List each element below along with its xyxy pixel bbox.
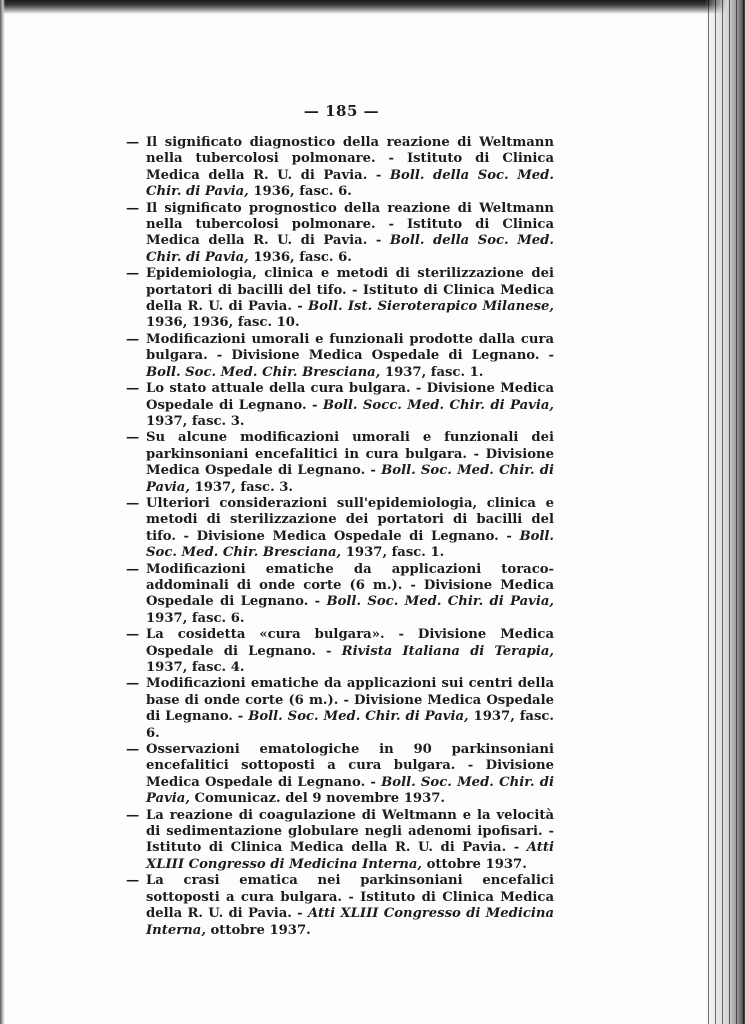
entry-text [146,676,554,742]
entry-text [146,627,554,676]
entry-journal: Boll. Soc. Med. Chir. Bresciana, [146,364,381,380]
entry-journal: Boll. Ist. Sieroterapico Milanese, [308,299,554,315]
entry-journal: Rivista Italiana di Terapia, [341,643,554,659]
entry-year-issue: 1937, fasc. 3. [146,413,245,429]
bibliography-entry [126,676,554,742]
page-top-edge [0,0,745,14]
entry-institution: - Divisione Medica Ospedale di Legnano. - [216,348,555,364]
entry-text [146,873,554,939]
entry-journal: Atti XLIII Congresso di Medicina Interna, [146,840,554,872]
entry-journal: Boll. Socc. Med. Chir. di Pavia, [322,397,554,413]
entry-journal: Boll. della Soc. Med. Chir. di Pavia, [146,167,554,200]
entry-year-issue: 1937, fasc. 4. [146,660,245,675]
bibliography-entry [126,742,554,808]
bibliography-entry [126,808,554,874]
entry-institution: - Divisione Medica Ospedale di Legnano. - [146,577,554,610]
entry-institution: - Divisione Medica Ospedale di Legnano. - [146,627,554,659]
entry-year-issue: 1937, fasc. 3. [194,479,294,495]
entry-title: Modificazioni ematiche da applicazioni toraco-addominali di onde corte (6 m.). [146,561,554,593]
entry-year-issue: 1936, 1936, fasc. 10. [146,315,300,331]
entry-dash: — [126,676,140,692]
entry-year-issue: 1937, fasc. 6. [146,610,245,626]
entry-title: Il significato diagnostico della reazione di Weltmann nella tubercolosi polmonare. [146,135,554,167]
entry-dash: — [126,266,140,282]
entry-year-issue: Comunicaz. del 9 novembre 1937. [194,791,446,807]
bibliography-entry [126,135,554,201]
entry-text [146,332,554,381]
entry-institution: - Istituto di Clinica Medica della R. U. di Pavia. - [146,282,554,315]
entry-dash: — [126,627,140,643]
entry-title: Su alcune modificazioni umorali e funzionali dei parkinsoniani encefalitici in cura bulgara. [146,430,554,462]
entry-dash: — [126,561,140,577]
bibliography-entry [126,266,554,332]
bibliography-entry [126,381,554,430]
bibliography-entry [126,627,554,676]
entry-text [146,135,554,201]
entry-journal: Boll. Soc. Med. Chir. Bresciana, [146,528,554,561]
entry-year-issue: ottobre 1937. [210,922,311,938]
entry-institution: - Istituto di Clinica Medica della R. U. di Pavia. - [146,151,555,183]
entry-institution: - Divisione Medica Ospedale di Legnano. - [146,758,554,790]
entry-institution: - Istituto di Clinica Medica della R. U. di Pavia. - [146,217,555,249]
entry-title: La cosidetta «cura bulgara». [146,627,385,643]
bibliography-list [126,135,554,939]
entry-text [146,562,554,628]
bibliography-entry [126,562,554,628]
entry-text [146,430,554,496]
entry-institution: - Divisione Medica Ospedale di Legnano. - [183,528,512,544]
entry-journal: Boll. della Soc. Med. Chir. di Pavia, [146,233,554,265]
entry-year-issue: 1936, fasc. 6. [253,184,352,200]
entry-year-issue: 1936, fasc. 6. [253,249,352,265]
bibliography-entry [126,332,554,381]
entry-text [146,381,554,430]
entry-text [146,808,554,874]
entry-journal: Atti XLIII Congresso di Medicina Interna, [146,906,555,938]
entry-text [146,266,554,332]
entry-dash: — [126,135,140,150]
entry-institution: - Istituto di Clinica Medica della R. U. di Pavia. - [146,889,554,922]
bibliography-entry [126,430,554,496]
entry-text [146,201,554,267]
entry-journal: Boll. Soc. Med. Chir. di Pavia, [248,709,469,725]
entry-dash: — [126,331,140,347]
entry-dash: — [126,381,140,397]
entry-year-issue: 1937, fasc. 1. [384,364,484,380]
entry-institution: - Divisione Medica Ospedale di Legnano. - [146,692,555,725]
entry-journal: Boll. Soc. Med. Chir. di Pavia, [146,774,555,807]
entry-title: Osservazioni ematologiche in 90 parkinsoniani encefalitici sottoposti a cura bulgara. [146,742,554,774]
page-left-edge [0,0,5,1024]
entry-dash: — [126,495,140,511]
entry-title: Epidemiologia, clinica e metodi di sterilizzazione dei portatori di bacilli del tifo. [146,266,554,298]
entry-institution: - Istituto di Clinica Medica della R. U. di Pavia. - [146,824,555,856]
entry-institution: - Divisione Medica Ospedale di Legnano. - [146,446,554,479]
entry-dash: — [126,200,140,216]
entry-dash: — [126,807,140,823]
entry-title: Ulteriori considerazioni sull'epidemiologia, clinica e metodi di sterilizzazione dei portatori di bacilli del tifo. [146,495,554,544]
bibliography-entry [126,496,554,562]
page-number: — 185 — [303,102,380,120]
entry-title: Modificazioni ematiche da applicazioni sui centri della base di onde corte (6 m.). [146,676,554,708]
entry-dash: — [126,742,140,758]
bibliography-entry [126,201,554,267]
entry-title: Il significato prognostico della reazione di Weltmann nella tubercolosi polmonare. [146,200,554,233]
book-spine-edge [705,0,745,1024]
entry-year-issue: 1937, fasc. 1. [345,545,445,561]
entry-title: Lo stato attuale della cura bulgara. [146,381,411,397]
entry-year-issue: 1937, fasc. 6. [146,709,554,741]
bibliography-entry [126,873,554,939]
entry-year-issue: ottobre 1937. [426,856,527,872]
entry-title: La crasi ematica nei parkinsoniani encefalici sottoposti a cura bulgara. [146,873,554,905]
entry-text [146,496,554,562]
entry-journal: Boll. Soc. Med. Chir. di Pavia, [326,594,554,610]
entry-dash: — [126,430,140,446]
entry-title: La reazione di coagulazione di Weltmann e la velocità di sedimentazione globulare negli adenomi ipofisari. [146,807,554,840]
entry-journal: Boll. Soc. Med. Chir. di Pavia, [146,463,555,495]
entry-institution: - Divisione Medica Ospedale di Legnano. - [146,381,555,413]
entry-dash: — [126,873,140,889]
entry-text [146,742,554,808]
entry-title: Modificazioni umorali e funzionali prodotte dalla cura bulgara. [146,331,554,364]
